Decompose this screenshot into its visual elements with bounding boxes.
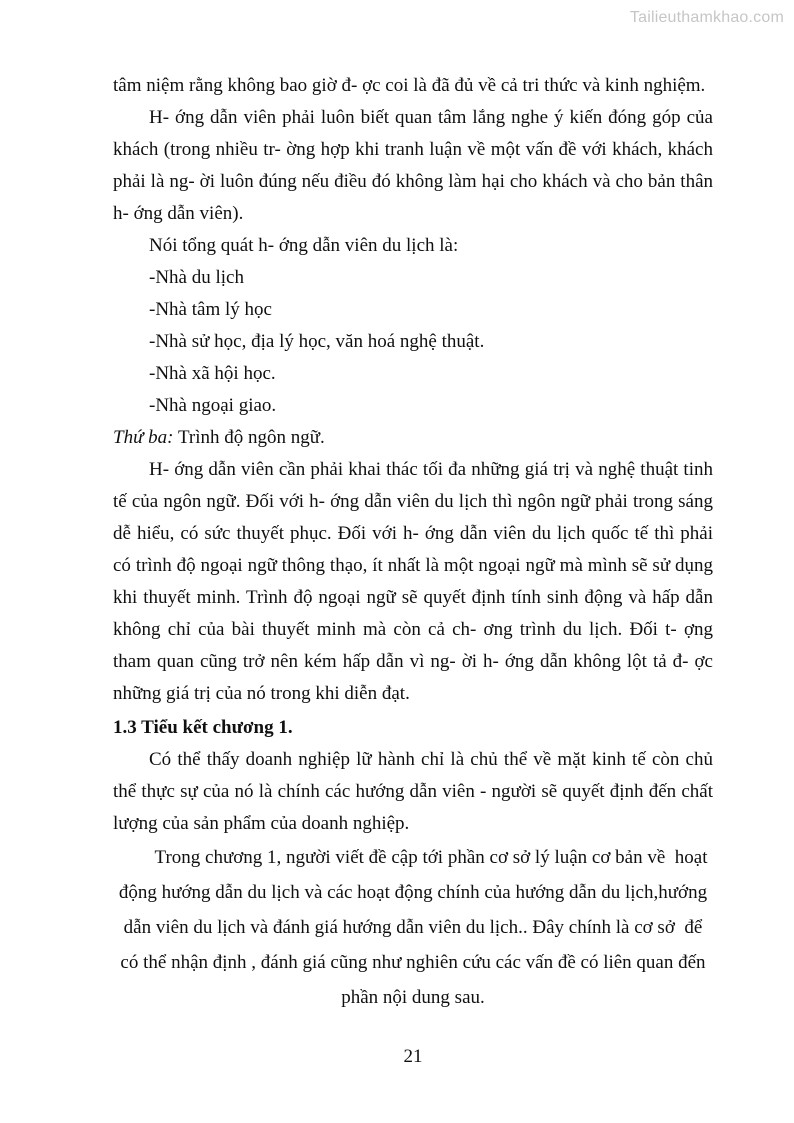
paragraph-third-point — [113, 422, 713, 454]
third-point-lead-italic: Thứ ba: — [113, 427, 174, 448]
list-item-historian: -Nhà sử học, địa lý học, văn hoá nghệ thuật. — [149, 331, 485, 352]
section-heading-1-3: 1.3 Tiểu kết chương 1. — [113, 717, 293, 738]
paragraph-continuation: tâm niệm rằng không bao giờ đ- ợc coi là đã đủ về cả tri thức và kinh nghiệm. — [113, 75, 706, 96]
paragraph-conclusion-enterprise: Có thể thấy doanh nghiệp lữ hành chỉ là chủ thể về mặt kinh tế còn chủ thể thực sự của nó là chính các hướng dẫn viên - người sẽ quyết định đến chất lượng của sản phẩm của doanh nghiệp. — [113, 749, 713, 834]
list-item-traveler: -Nhà du lịch — [149, 267, 244, 288]
paragraph-listen-to-guests: H- ớng dẫn viên phải luôn biết quan tâm lắng nghe ý kiến đóng góp của khách (trong nhiều tr- ờng hợp khi tranh luận về một vấn đề với khách, khách phải là ng- ời luôn đúng nếu điều đó không làm hại cho khách và cho bản thân h- ớng dẫn viên). — [113, 107, 713, 224]
paragraph-guide-roles-intro: Nói tổng quát h- ớng dẫn viên du lịch là: — [149, 235, 459, 256]
list-item-psychologist: -Nhà tâm lý học — [149, 299, 272, 320]
paragraph-chapter-summary: Trong chương 1, người viết đề cập tới phần cơ sở lý luận cơ bản về hoạt động hướng dẫn du lịch và các hoạt động chính của hướng dẫn du lịch,hướng dẫn viên du lịch và đánh giá hướng dẫn viên du lịch.. Đây chính là cơ sở để có thể nhận định , đánh giá cũng như nghiên cứu các vấn đề có liên quan đến phần nội dung sau. — [118, 847, 713, 1008]
site-watermark: Tailieuthamkhao.com — [629, 9, 784, 26]
list-item-diplomat: -Nhà ngoại giao. — [149, 395, 277, 416]
page-number: 21 — [403, 1046, 423, 1067]
document-body — [113, 70, 713, 1015]
third-point-text: Trình độ ngôn ngữ. — [177, 427, 325, 448]
list-item-sociologist: -Nhà xã hội học. — [149, 363, 276, 384]
paragraph-language-skill: H- ớng dẫn viên cần phải khai thác tối đa những giá trị và nghệ thuật tinh tế của ngôn ngữ. Đối với h- ớng dẫn viên du lịch thì ngôn ngữ phải trong sáng dễ hiểu, có sức thuyết phục. Đối với h- ớng dẫn viên du lịch quốc tế thì phải có trình độ ngoại ngữ thông thạo, ít nhất là một ngoại ngữ mà mình sẽ sử dụng khi thuyết minh. Trình độ ngoại ngữ sẽ quyết định tính sinh động và hấp dẫn không chỉ của bài thuyết minh mà còn cả ch- ơng trình du lịch. Đối t- ợng tham quan cũng trở nên kém hấp dẫn vì ng- ời h- ớng dẫn không lột tả đ- ợc những giá trị của nó trong khi diễn đạt. — [113, 459, 713, 704]
